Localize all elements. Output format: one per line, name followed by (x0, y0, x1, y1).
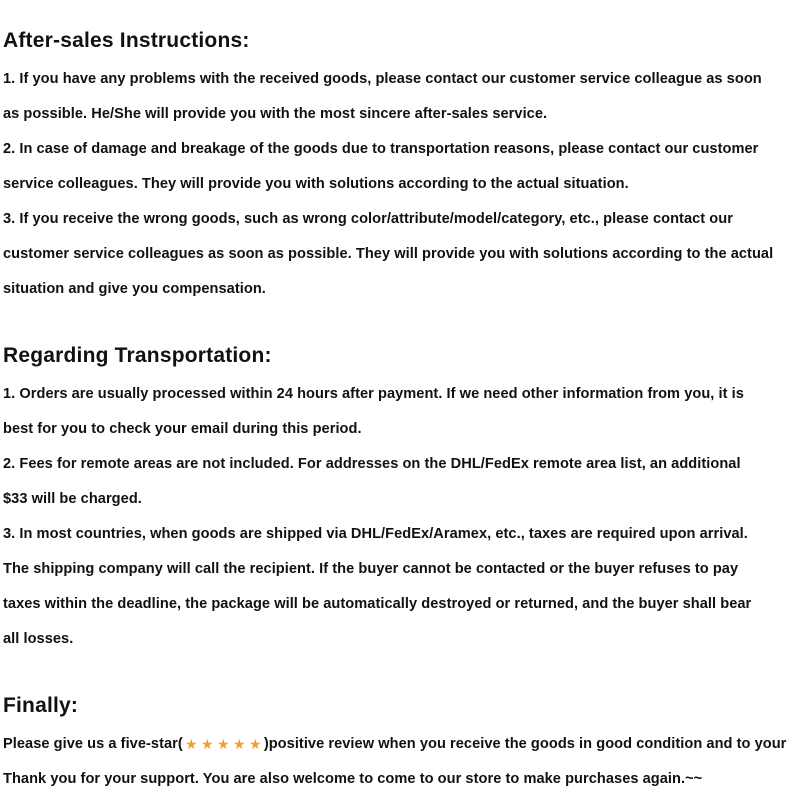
thanks-line: Thank you for your support. You are also welcome to come to our store to make purchases again.~~ (3, 771, 703, 787)
after-sales-line-7: situation and give you compensation. (3, 281, 266, 297)
star-icon: ★ (185, 736, 198, 752)
after-sales-line-3: 2. In case of damage and breakage of the goods due to transportation reasons, please contact our customer (3, 141, 759, 157)
after-sales-line-6: customer service colleagues as soon as possible. They will provide you with solutions according to the actual (3, 246, 774, 262)
transport-line-3: 2. Fees for remote areas are not included. For addresses on the DHL/FedEx remote area list, an additional (3, 456, 741, 472)
transport-line-1: 1. Orders are usually processed within 24 hours after payment. If we need other information from you, it is (3, 386, 744, 402)
transport-line-5: 3. In most countries, when goods are shipped via DHL/FedEx/Aramex, etc., taxes are required upon arrival. (3, 526, 748, 542)
transport-line-7: taxes within the deadline, the package will be automatically destroyed or returned, and the buyer shall bear (3, 596, 752, 612)
star-icon: ★ (201, 736, 214, 752)
transport-line-2: best for you to check your email during this period. (3, 421, 362, 437)
star-icon: ★ (217, 736, 230, 752)
transport-line-6: The shipping company will call the recipient. If the buyer cannot be contacted or the buyer refuses to pay (3, 561, 739, 577)
review-suffix: )positive review when you receive the goods in good condition and to your (263, 736, 787, 752)
finally-heading: Finally: (3, 694, 79, 717)
review-request-line (3, 736, 786, 752)
transport-line-8: all losses. (3, 631, 74, 647)
after-sales-line-2: as possible. He/She will provide you with the most sincere after-sales service. (3, 106, 548, 122)
transport-heading: Regarding Transportation: (3, 344, 272, 367)
after-sales-heading: After-sales Instructions: (3, 29, 250, 52)
five-star-rating (184, 737, 263, 752)
review-prefix: Please give us a five-star( (3, 736, 183, 752)
after-sales-line-1: 1. If you have any problems with the received goods, please contact our customer service colleague as soon (3, 71, 762, 87)
after-sales-line-4: service colleagues. They will provide you with solutions according to the actual situation. (3, 176, 629, 192)
star-icon: ★ (233, 736, 246, 752)
star-icon: ★ (249, 736, 262, 752)
transport-line-4: $33 will be charged. (3, 491, 142, 507)
after-sales-line-5: 3. If you receive the wrong goods, such as wrong color/attribute/model/category, etc., please contact our (3, 211, 733, 227)
